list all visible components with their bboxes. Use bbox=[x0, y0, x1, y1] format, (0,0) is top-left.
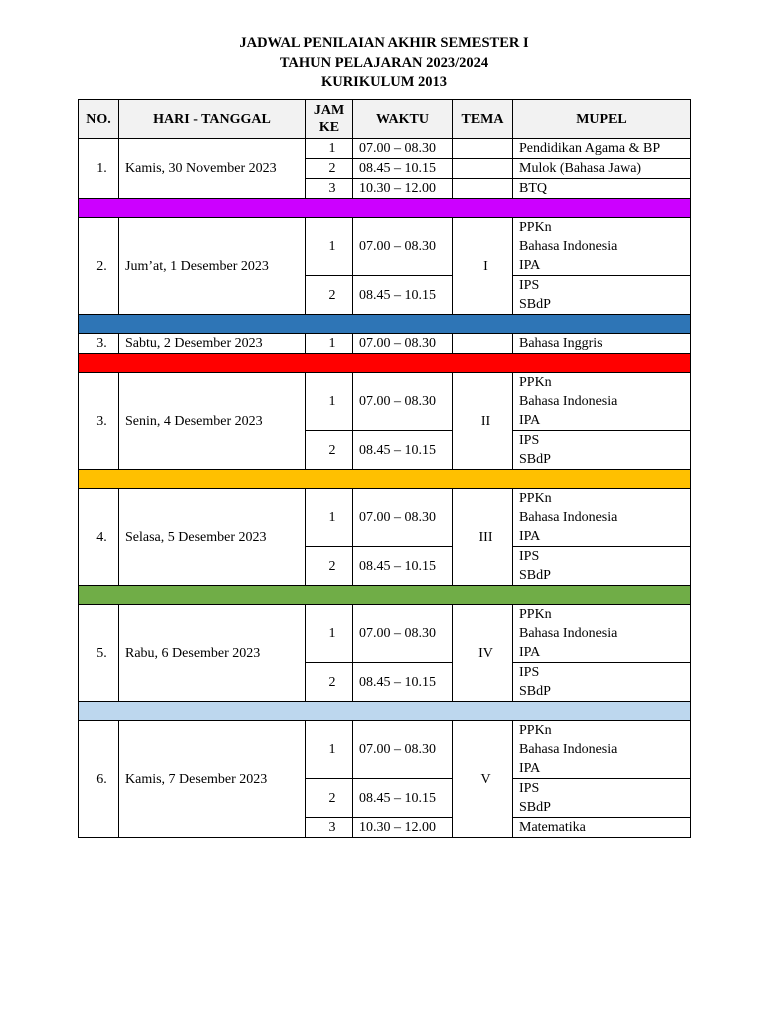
subject-list bbox=[513, 721, 691, 779]
subject-name: IPA bbox=[519, 529, 541, 544]
table-header-row bbox=[79, 100, 691, 139]
session-number: 2 bbox=[306, 276, 353, 315]
tema-cell bbox=[453, 159, 513, 179]
session-time: 08.45 – 10.15 bbox=[353, 779, 453, 818]
subject-list bbox=[513, 547, 691, 586]
day-separator-row bbox=[79, 470, 691, 489]
day-date: Senin, 4 Desember 2023 bbox=[119, 373, 306, 470]
subject-list bbox=[513, 159, 691, 179]
subject-name: IPS bbox=[519, 549, 540, 564]
day-separator-bar bbox=[79, 586, 691, 605]
subject-name: Pendidikan Agama & BP bbox=[519, 141, 661, 156]
session-number: 3 bbox=[306, 818, 353, 838]
subject-name: IPA bbox=[519, 413, 541, 428]
subject-name: SBdP bbox=[519, 568, 551, 583]
day-date: Jum’at, 1 Desember 2023 bbox=[119, 218, 306, 315]
day-date: Selasa, 5 Desember 2023 bbox=[119, 489, 306, 586]
session-time: 08.45 – 10.15 bbox=[353, 663, 453, 702]
tema-cell: V bbox=[453, 721, 513, 838]
title-line-1: JADWAL PENILAIAN AKHIR SEMESTER I bbox=[239, 35, 529, 51]
tema-cell bbox=[453, 139, 513, 159]
column-header-jam-line1: JAM bbox=[313, 103, 345, 118]
day-date: Sabtu, 2 Desember 2023 bbox=[119, 334, 306, 354]
day-date: Kamis, 30 November 2023 bbox=[119, 139, 306, 199]
session-time: 07.00 – 08.30 bbox=[353, 605, 453, 663]
title-line-2: TAHUN PELAJARAN 2023/2024 bbox=[279, 54, 489, 71]
day-separator-row bbox=[79, 315, 691, 334]
session-number: 2 bbox=[306, 431, 353, 470]
subject-name: IPS bbox=[519, 781, 540, 796]
column-header-no: NO. bbox=[79, 100, 119, 139]
table-row bbox=[79, 334, 691, 354]
row-number: 1. bbox=[79, 139, 119, 199]
row-number: 2. bbox=[79, 218, 119, 315]
session-time: 07.00 – 08.30 bbox=[353, 218, 453, 276]
subject-name: PPKn bbox=[519, 491, 552, 506]
session-time: 08.45 – 10.15 bbox=[353, 431, 453, 470]
session-number: 1 bbox=[306, 139, 353, 159]
subject-list bbox=[513, 139, 691, 159]
tema-cell: I bbox=[453, 218, 513, 315]
schedule-body bbox=[79, 139, 691, 838]
tema-cell: IV bbox=[453, 605, 513, 702]
subject-name: Matematika bbox=[519, 820, 586, 835]
subject-name: PPKn bbox=[519, 723, 552, 738]
subject-name: PPKn bbox=[519, 220, 552, 235]
subject-name: SBdP bbox=[519, 297, 551, 312]
day-separator-row bbox=[79, 199, 691, 218]
column-header-day: HARI - TANGGAL bbox=[119, 100, 306, 139]
session-number: 1 bbox=[306, 373, 353, 431]
subject-list bbox=[513, 276, 691, 315]
column-header-time: WAKTU bbox=[353, 100, 453, 139]
subject-name: Bahasa Indonesia bbox=[519, 510, 618, 525]
table-row bbox=[79, 721, 691, 779]
session-time: 07.00 – 08.30 bbox=[353, 489, 453, 547]
session-number: 1 bbox=[306, 721, 353, 779]
day-separator-row bbox=[79, 354, 691, 373]
subject-name: Bahasa Inggris bbox=[519, 336, 603, 351]
subject-name: IPA bbox=[519, 258, 541, 273]
session-number: 3 bbox=[306, 179, 353, 199]
table-row bbox=[79, 139, 691, 159]
subject-name: SBdP bbox=[519, 452, 551, 467]
session-time: 10.30 – 12.00 bbox=[353, 179, 453, 199]
subject-list bbox=[513, 431, 691, 470]
tema-cell: III bbox=[453, 489, 513, 586]
session-time: 07.00 – 08.30 bbox=[353, 334, 453, 354]
subject-list bbox=[513, 489, 691, 547]
session-time: 07.00 – 08.30 bbox=[353, 373, 453, 431]
subject-name: SBdP bbox=[519, 800, 551, 815]
subject-name: IPS bbox=[519, 665, 540, 680]
session-number: 1 bbox=[306, 334, 353, 354]
subject-list bbox=[513, 779, 691, 818]
session-time: 07.00 – 08.30 bbox=[353, 721, 453, 779]
day-separator-bar bbox=[79, 354, 691, 373]
schedule-table bbox=[78, 99, 691, 838]
subject-list bbox=[513, 605, 691, 663]
day-separator-row bbox=[79, 702, 691, 721]
day-separator-bar bbox=[79, 470, 691, 489]
row-number: 4. bbox=[79, 489, 119, 586]
tema-cell: II bbox=[453, 373, 513, 470]
subject-name: Bahasa Indonesia bbox=[519, 626, 618, 641]
subject-name: PPKn bbox=[519, 607, 552, 622]
day-separator-bar bbox=[79, 199, 691, 218]
table-row bbox=[79, 605, 691, 663]
session-number: 2 bbox=[306, 159, 353, 179]
session-number: 2 bbox=[306, 663, 353, 702]
row-number: 6. bbox=[79, 721, 119, 838]
subject-list bbox=[513, 218, 691, 276]
day-date: Kamis, 7 Desember 2023 bbox=[119, 721, 306, 838]
session-time: 10.30 – 12.00 bbox=[353, 818, 453, 838]
session-time: 07.00 – 08.30 bbox=[353, 139, 453, 159]
session-time: 08.45 – 10.15 bbox=[353, 159, 453, 179]
subject-name: Bahasa Indonesia bbox=[519, 742, 618, 757]
subject-list bbox=[513, 373, 691, 431]
subject-name: Bahasa Indonesia bbox=[519, 394, 618, 409]
tema-cell bbox=[453, 334, 513, 354]
document-title bbox=[0, 34, 768, 93]
column-header-tema: TEMA bbox=[453, 100, 513, 139]
column-header-mupel: MUPEL bbox=[513, 100, 691, 139]
subject-name: PPKn bbox=[519, 375, 552, 390]
row-number: 5. bbox=[79, 605, 119, 702]
subject-list bbox=[513, 818, 691, 838]
subject-name: IPS bbox=[519, 278, 540, 293]
session-time: 08.45 – 10.15 bbox=[353, 276, 453, 315]
subject-name: Mulok (Bahasa Jawa) bbox=[519, 161, 642, 176]
row-number: 3. bbox=[79, 334, 119, 354]
subject-list bbox=[513, 334, 691, 354]
tema-cell bbox=[453, 179, 513, 199]
session-time: 08.45 – 10.15 bbox=[353, 547, 453, 586]
subject-name: Bahasa Indonesia bbox=[519, 239, 618, 254]
subject-name: SBdP bbox=[519, 684, 551, 699]
subject-list bbox=[513, 663, 691, 702]
day-separator-row bbox=[79, 586, 691, 605]
column-header-jam bbox=[306, 100, 353, 139]
session-number: 1 bbox=[306, 218, 353, 276]
title-line-3: KURIKULUM 2013 bbox=[320, 74, 448, 90]
column-header-jam-line2: KE bbox=[318, 120, 340, 135]
subject-list bbox=[513, 179, 691, 199]
session-number: 2 bbox=[306, 547, 353, 586]
day-separator-bar bbox=[79, 702, 691, 721]
session-number: 1 bbox=[306, 605, 353, 663]
subject-name: IPS bbox=[519, 433, 540, 448]
session-number: 2 bbox=[306, 779, 353, 818]
subject-name: BTQ bbox=[519, 181, 547, 196]
day-date: Rabu, 6 Desember 2023 bbox=[119, 605, 306, 702]
subject-name: IPA bbox=[519, 761, 541, 776]
table-row bbox=[79, 218, 691, 276]
table-row bbox=[79, 373, 691, 431]
table-row bbox=[79, 489, 691, 547]
session-number: 1 bbox=[306, 489, 353, 547]
row-number: 3. bbox=[79, 373, 119, 470]
subject-name: IPA bbox=[519, 645, 541, 660]
day-separator-bar bbox=[79, 315, 691, 334]
